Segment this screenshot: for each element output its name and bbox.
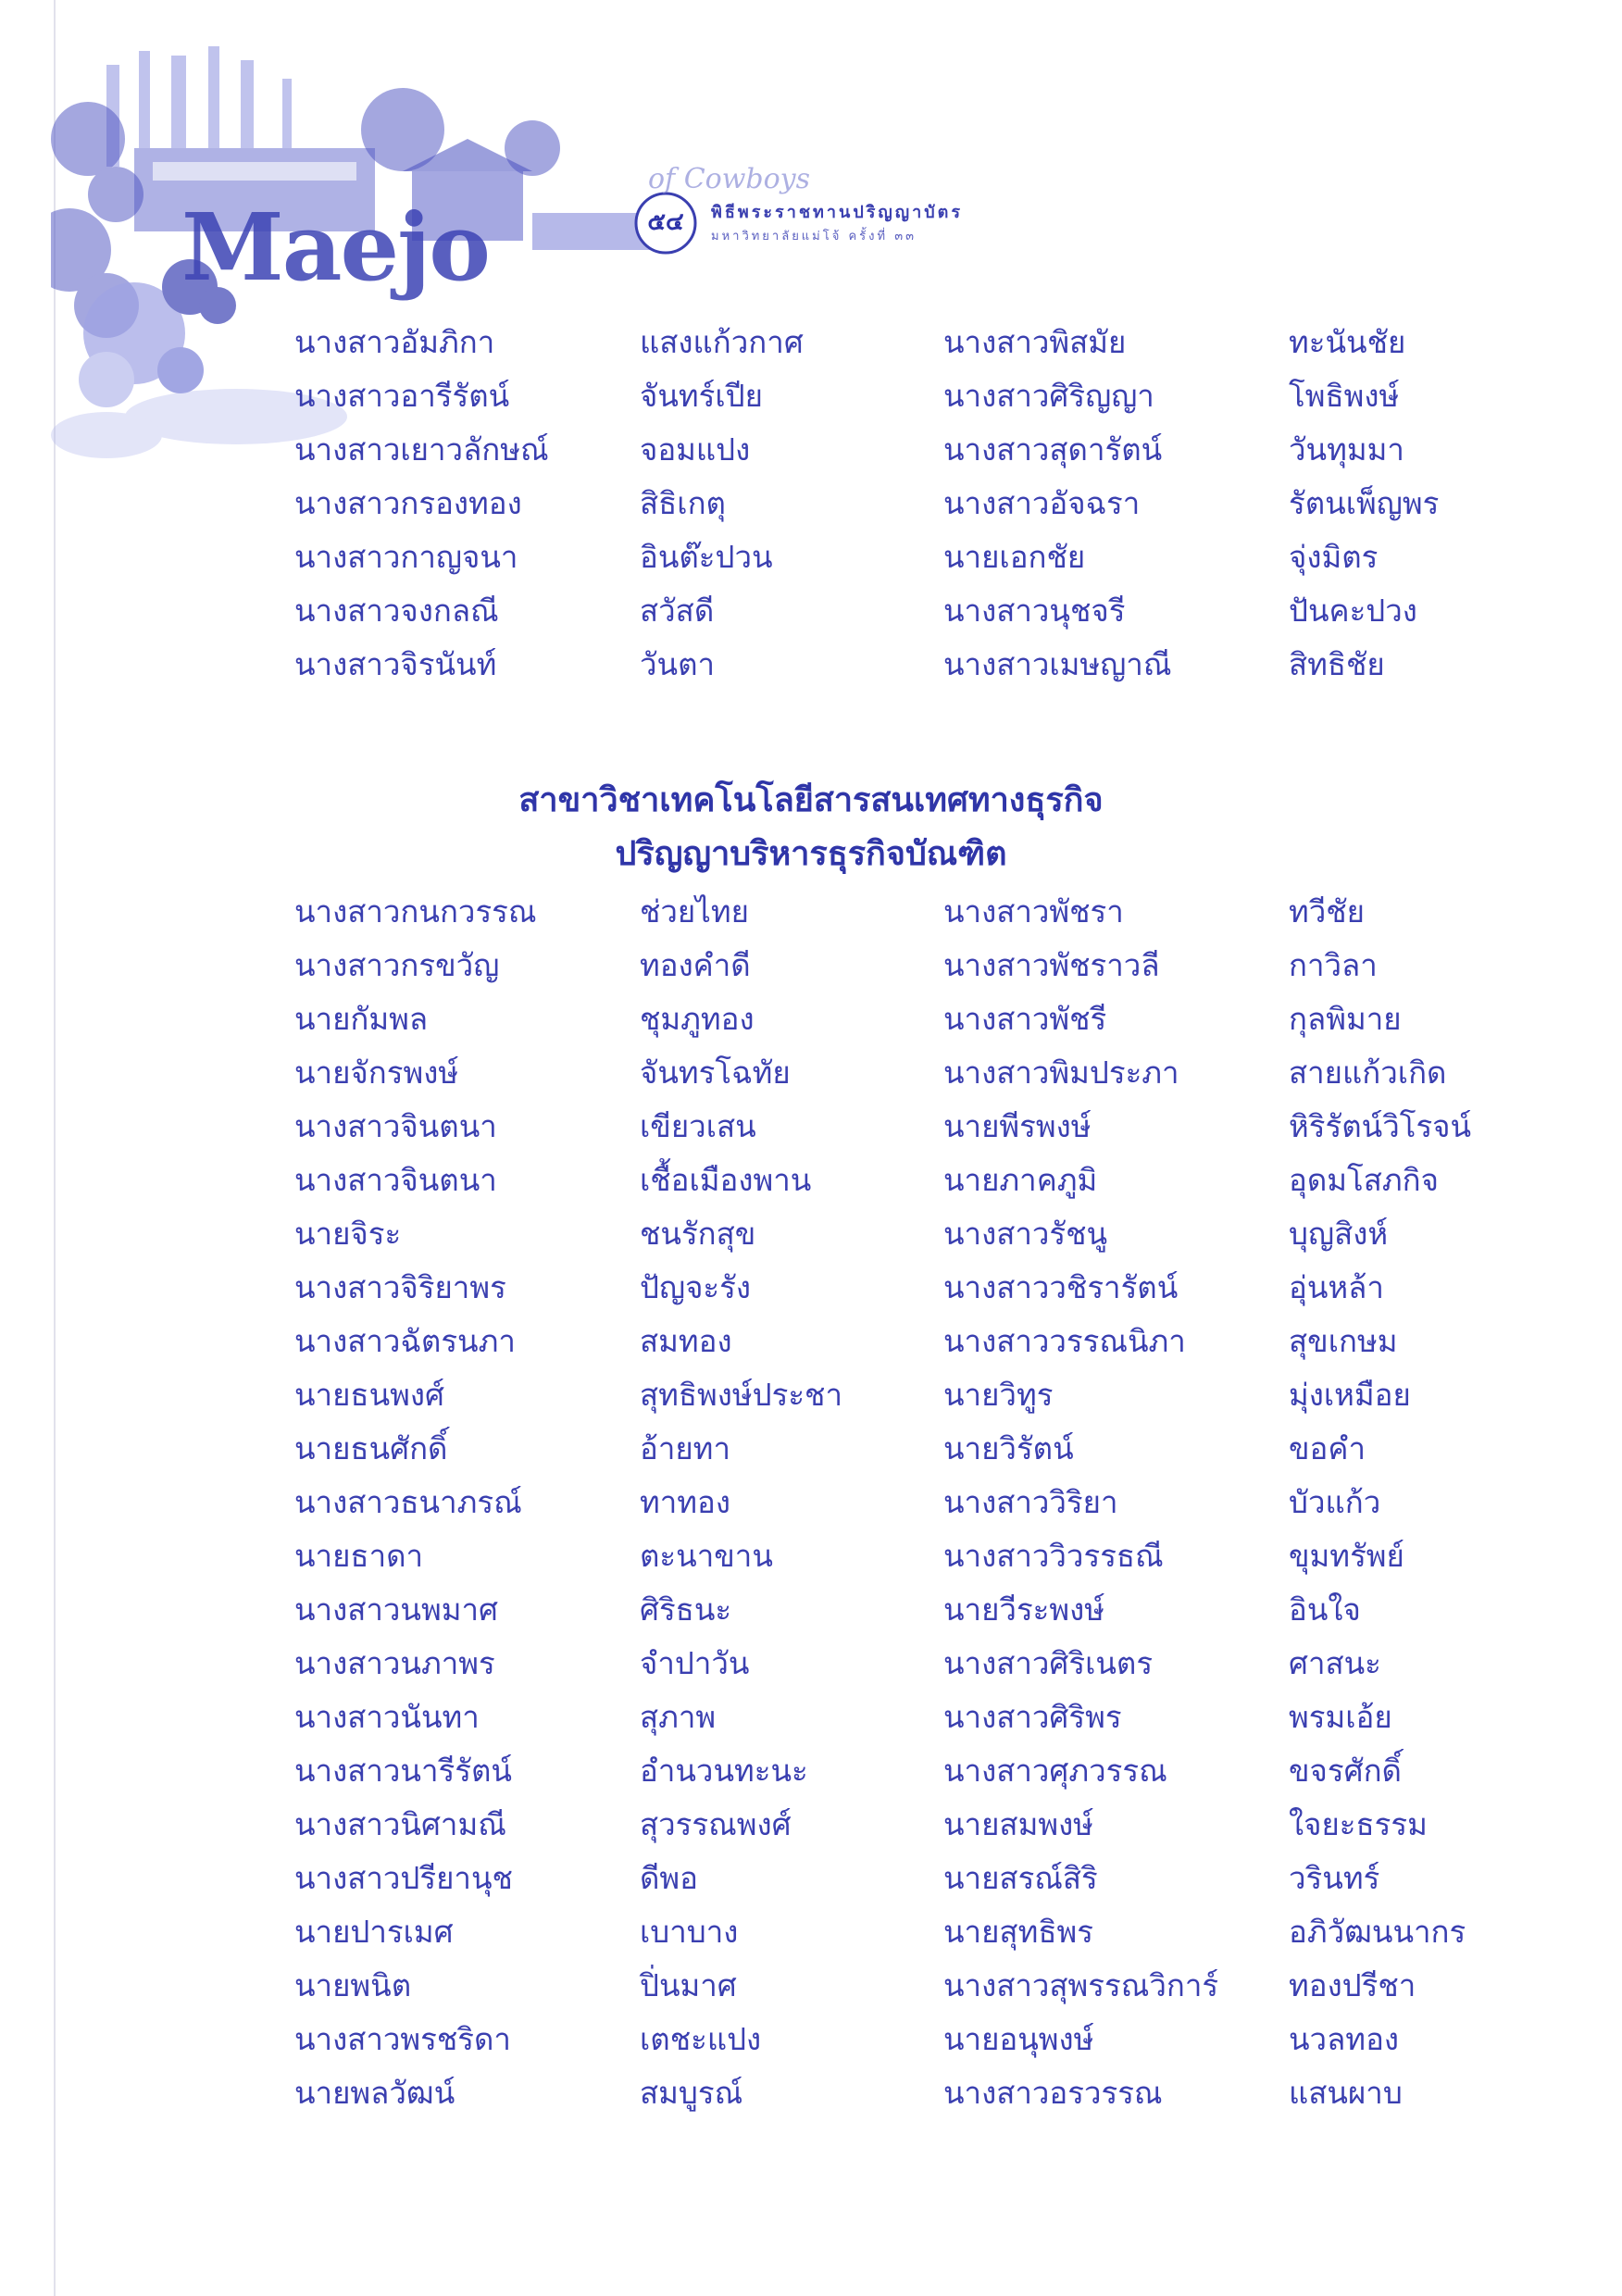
table-row: [294, 884, 1498, 938]
first-name-cell: นางสาวจินตนา: [294, 1161, 497, 1198]
surname-cell: ใจยะธรรม: [1289, 1805, 1428, 1842]
surname-cell: อินต๊ะปวน: [640, 538, 773, 575]
surname-cell: พรมเอ้ย: [1289, 1698, 1392, 1735]
first-name-cell: นางสาวพิสมัย: [943, 323, 1127, 360]
surname-cell: ชนรักสุข: [640, 1215, 756, 1252]
table-row: [294, 1045, 1498, 1099]
table-row: [294, 1475, 1498, 1529]
table-row: [294, 1743, 1498, 1797]
first-name-cell: นางสาววชิรารัตน์: [943, 1268, 1179, 1305]
first-name-cell: นางสาวธนาภรณ์: [294, 1483, 522, 1520]
surname-cell: ปันคะปวง: [1289, 592, 1417, 629]
first-name-cell: นายพลวัฒน์: [294, 2074, 455, 2111]
first-name-cell: นางสาวนพมาศ: [294, 1591, 498, 1628]
table-row: [294, 2012, 1498, 2065]
first-name-cell: นายสมพงษ์: [943, 1805, 1093, 1842]
first-name-cell: นางสาวจิรนันท์: [294, 645, 497, 682]
table-row: [294, 1421, 1498, 1475]
surname-cell: อุดมโสภกิจ: [1289, 1161, 1439, 1198]
surname-cell: รัตนเพ็ญพร: [1289, 484, 1440, 521]
table-row: [294, 1153, 1498, 1206]
surname-cell: สุวรรณพงศ์: [640, 1805, 792, 1842]
surname-cell: สิทธิชัย: [1289, 645, 1385, 682]
surname-cell: ดีพอ: [640, 1859, 699, 1896]
surname-cell: กุลพิมาย: [1289, 1000, 1402, 1037]
surname-cell: จันทรโฉทัย: [640, 1054, 791, 1091]
first-name-cell: นางสาวปรียานุช: [294, 1859, 513, 1896]
first-name-cell: นางสาวพรชริดา: [294, 2020, 511, 2057]
table-row: [294, 1797, 1498, 1851]
surname-cell: หิริรัตน์วิโรจน์: [1289, 1107, 1472, 1144]
first-name-cell: นางสาวจิริยาพร: [294, 1268, 506, 1305]
surname-cell: บุญสิงห์: [1289, 1215, 1389, 1252]
surname-cell: สุภาพ: [640, 1698, 717, 1735]
surname-cell: จอมแปง: [640, 430, 751, 468]
first-name-cell: นางสาวเยาวลักษณ์: [294, 430, 549, 468]
surname-cell: ทองคำดี: [640, 946, 751, 983]
surname-cell: จันทร์เปีย: [640, 377, 763, 414]
surname-cell: เตชะแปง: [640, 2020, 762, 2057]
first-name-cell: นายวิรัตน์: [943, 1429, 1074, 1466]
surname-cell: สมทอง: [640, 1322, 732, 1359]
page-number: ๕๔: [647, 207, 684, 236]
surname-cell: ขอคำ: [1289, 1429, 1366, 1466]
first-name-cell: นายภาคภูมิ: [943, 1161, 1098, 1198]
first-name-cell: นางสาวนารีรัตน์: [294, 1752, 512, 1789]
table-row: [294, 1636, 1498, 1690]
table-row: [294, 315, 1498, 368]
surname-cell: จุ่งมิตร: [1289, 538, 1379, 575]
surname-cell: ช่วยไทย: [640, 892, 749, 930]
surname-cell: แสนผาบ: [1289, 2074, 1403, 2111]
table-row: [294, 530, 1498, 583]
first-name-cell: นางสาวเมษญาณี: [943, 645, 1172, 682]
surname-cell: สุขเกษม: [1289, 1322, 1398, 1359]
surname-cell: ขจรศักดิ์: [1289, 1752, 1402, 1789]
first-name-cell: นางสาวพัชรี: [943, 1000, 1107, 1037]
table-row: [294, 1529, 1498, 1582]
surname-cell: อินใจ: [1289, 1591, 1361, 1628]
first-name-cell: นายวีระพงษ์: [943, 1591, 1105, 1628]
first-name-cell: นางสาวนุชจรี: [943, 592, 1126, 629]
first-name-cell: นางสาวกนกวรรณ: [294, 892, 537, 930]
surname-cell: โพธิพงษ์: [1289, 377, 1400, 414]
first-name-cell: นายสรณ์สิริ: [943, 1859, 1098, 1896]
first-name-cell: นางสาวฉัตรนภา: [294, 1322, 516, 1359]
surname-cell: อุ่นหล้า: [1289, 1268, 1384, 1305]
first-name-cell: นางสาวสุพรรณวิการ์: [943, 1966, 1219, 2003]
first-name-cell: นางสาวนิศามณี: [294, 1805, 506, 1842]
surname-cell: ศิริธนะ: [640, 1591, 732, 1628]
first-name-cell: นายพนิต: [294, 1966, 412, 2003]
table-row: [294, 1260, 1498, 1314]
major-heading: สาขาวิชาเทคโนโลยีสารสนเทศทางธุรกิจ: [518, 781, 1104, 819]
first-name-cell: นายพีรพงษ์: [943, 1107, 1092, 1144]
first-name-cell: นายเอกชัย: [943, 538, 1086, 575]
surname-cell: เขียวเสน: [640, 1107, 756, 1144]
surname-cell: ชุมภูทอง: [640, 1000, 755, 1037]
surname-cell: บัวแก้ว: [1289, 1483, 1381, 1520]
surname-cell: ทองปรีชา: [1289, 1966, 1416, 2003]
surname-cell: สวัสดี: [640, 592, 715, 629]
first-name-cell: นางสาวพัชราวลี: [943, 946, 1160, 983]
ceremony-title: พิธีพระราชทานปริญญาบัตร: [711, 203, 963, 222]
first-name-cell: นางสาววรรณนิภา: [943, 1322, 1186, 1359]
table-row: [294, 637, 1498, 691]
surname-cell: นวลทอง: [1289, 2020, 1399, 2057]
first-name-cell: นางสาวพิมประภา: [943, 1054, 1179, 1091]
first-name-cell: นางสาวศิริพร: [943, 1698, 1122, 1735]
surname-cell: อำนวนทะนะ: [640, 1752, 808, 1789]
first-name-cell: นายกัมพล: [294, 1000, 429, 1037]
surname-cell: ทวีชัย: [1289, 892, 1366, 930]
table-row: [294, 1690, 1498, 1743]
first-name-cell: นายอนุพงษ์: [943, 2020, 1094, 2057]
graduate-list-1: [294, 315, 1498, 691]
surname-cell: แสงแก้วกาศ: [640, 323, 804, 360]
surname-cell: ตะนาขาน: [640, 1537, 773, 1574]
surname-cell: สุทธิพงษ์ประชา: [640, 1376, 842, 1413]
surname-cell: อ้ายทา: [640, 1429, 730, 1466]
surname-cell: ทะนันชัย: [1289, 323, 1406, 360]
first-name-cell: นางสาวจินตนา: [294, 1107, 497, 1144]
first-name-cell: นางสาวอารีรัตน์: [294, 377, 510, 414]
first-name-cell: นายจักรพงษ์: [294, 1054, 459, 1091]
first-name-cell: นายสุทธิพร: [943, 1913, 1093, 1950]
table-row: [294, 1851, 1498, 1904]
surname-cell: ทาทอง: [640, 1483, 730, 1520]
first-name-cell: นางสาวพัชรา: [943, 892, 1124, 930]
first-name-cell: นางสาวศุภวรรณ: [943, 1752, 1167, 1789]
first-name-cell: นายปารเมศ: [294, 1913, 454, 1950]
table-row: [294, 992, 1498, 1045]
surname-cell: ปิ่นมาศ: [640, 1966, 737, 2003]
first-name-cell: นางสาวนภาพร: [294, 1644, 495, 1681]
surname-cell: ศาสนะ: [1289, 1644, 1381, 1681]
table-row: [294, 583, 1498, 637]
maejo-brand-text: Maejo: [181, 193, 489, 302]
surname-cell: วรินทร์: [1289, 1859, 1380, 1896]
first-name-cell: นางสาวอัมภิกา: [294, 323, 495, 360]
first-name-cell: นางสาวกรขวัญ: [294, 946, 500, 983]
surname-cell: มุ่งเหมือย: [1289, 1376, 1411, 1413]
degree-heading: ปริญญาบริหารธุรกิจบัณฑิต: [615, 835, 1007, 873]
first-name-cell: นางสาวรัชนู: [943, 1215, 1108, 1252]
first-name-cell: นายจิระ: [294, 1215, 402, 1252]
table-row: [294, 1367, 1498, 1421]
table-row: [294, 1314, 1498, 1367]
surname-cell: ขุมทรัพย์: [1289, 1537, 1404, 1574]
surname-cell: สิธิเกตุ: [640, 484, 726, 521]
surname-cell: เบาบาง: [640, 1913, 739, 1950]
table-row: [294, 1582, 1498, 1636]
table-row: [294, 938, 1498, 992]
first-name-cell: นางสาวอรวรรณ: [943, 2074, 1163, 2111]
surname-cell: วันตา: [640, 645, 716, 682]
first-name-cell: นายธาดา: [294, 1537, 424, 1574]
surname-cell: สมบูรณ์: [640, 2074, 743, 2111]
surname-cell: วันทุมมา: [1289, 430, 1404, 468]
first-name-cell: นายธนศักดิ์: [294, 1429, 448, 1466]
first-name-cell: นางสาวศิริญญา: [943, 377, 1154, 414]
first-name-cell: นางสาวจงกลณี: [294, 592, 499, 629]
first-name-cell: นางสาววิริยา: [943, 1483, 1118, 1520]
table-row: [294, 476, 1498, 530]
table-row: [294, 368, 1498, 422]
table-row: [294, 1904, 1498, 1958]
first-name-cell: นางสาวกรองทอง: [294, 484, 522, 521]
table-row: [294, 1958, 1498, 2012]
first-name-cell: นายธนพงศ์: [294, 1376, 444, 1413]
surname-cell: เชื้อเมืองพาน: [640, 1161, 812, 1198]
ceremony-subtitle: มหาวิทยาลัยแม่โจ้ ครั้งที่ ๓๓: [711, 230, 917, 243]
surname-cell: สายแก้วเกิด: [1289, 1054, 1447, 1091]
table-row: [294, 2065, 1498, 2119]
surname-cell: ปัญจะรัง: [640, 1268, 751, 1305]
surname-cell: อภิวัฒนนากร: [1289, 1913, 1466, 1950]
first-name-cell: นายวิทูร: [943, 1376, 1054, 1413]
first-name-cell: นางสาวอัจฉรา: [943, 484, 1141, 521]
first-name-cell: นางสาวศิริเนตร: [943, 1644, 1154, 1681]
first-name-cell: นางสาวนันทา: [294, 1698, 480, 1735]
surname-cell: จำปาวัน: [640, 1644, 750, 1681]
first-name-cell: นางสาววิวรรธณี: [943, 1537, 1164, 1574]
first-name-cell: นางสาวกาญจนา: [294, 538, 518, 575]
table-row: [294, 1206, 1498, 1260]
first-name-cell: นางสาวสุดารัตน์: [943, 430, 1163, 468]
graduate-list-2: [294, 884, 1498, 2119]
surname-cell: กาวิลา: [1289, 946, 1378, 983]
table-row: [294, 422, 1498, 476]
cursive-watermark-text: of Cowboys: [648, 163, 811, 195]
table-row: [294, 1099, 1498, 1153]
